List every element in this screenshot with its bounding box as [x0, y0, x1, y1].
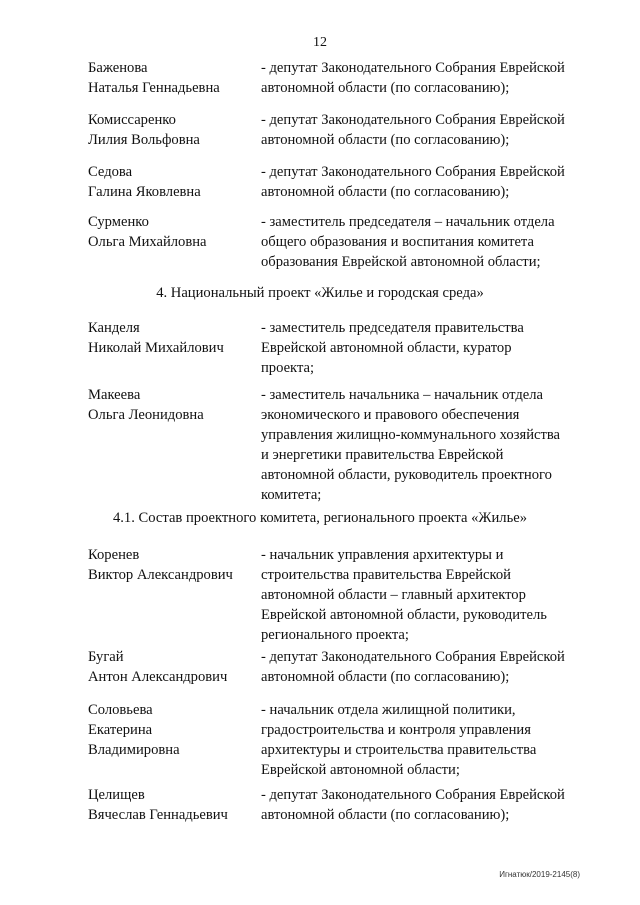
- member-role: - депутат Законодательного Собрания Еврейской автономной области (по согласованию);: [261, 60, 565, 96]
- member-name: Баженова Наталья Геннадьевна: [88, 60, 220, 96]
- member-name: Седова Галина Яковлевна: [88, 164, 201, 200]
- member-role: - депутат Законодательного Собрания Еврейской автономной области (по согласованию);: [261, 112, 565, 148]
- member-name: Комиссаренко Лилия Вольфовна: [88, 112, 200, 148]
- member-name: Сурменко Ольга Михайловна: [88, 214, 207, 250]
- member-name: Соловьева Екатерина Владимировна: [88, 702, 180, 758]
- member-name: Макеева Ольга Леонидовна: [88, 387, 204, 423]
- member-role: - начальник отдела жилищной политики, градостроительства и контроля управления архитектуры и строительства правительства Еврейской автономной области;: [261, 702, 537, 778]
- member-role: - депутат Законодательного Собрания Еврейской автономной области (по согласованию);: [261, 787, 565, 823]
- member-role: - депутат Законодательного Собрания Еврейской автономной области (по согласованию);: [261, 164, 565, 200]
- page-number: 12: [313, 35, 327, 50]
- member-role: - заместитель председателя – начальник отдела общего образования и воспитания комитета образования Еврейской автономной области;: [261, 214, 555, 270]
- subsection-heading: 4.1. Состав проектного комитета, регионального проекта «Жилье»: [112, 510, 528, 526]
- member-role: - начальник управления архитектуры и строительства правительства Еврейской автономной области – главный архитектор Еврейской автономной области, руководитель регионального проекта;: [261, 547, 547, 643]
- member-role: - заместитель председателя правительства Еврейской автономной области, куратор проекта;: [261, 320, 524, 376]
- member-role: - депутат Законодательного Собрания Еврейской автономной области (по согласованию);: [261, 649, 565, 685]
- member-name: Канделя Николай Михайлович: [88, 320, 224, 356]
- member-role: - заместитель начальника – начальник отдела экономического и правового обеспечения управления жилищно-коммунального хозяйства и энергетики правительства Еврейской автономной области, руководитель проектного комитета;: [261, 387, 561, 503]
- footer-document-code: Игнатюк/2019-2145(8): [499, 870, 580, 879]
- section-heading: 4. Национальный проект «Жилье и городская среда»: [156, 285, 484, 301]
- member-name: Целищев Вячеслав Геннадьевич: [88, 787, 228, 823]
- member-name: Коренев Виктор Александрович: [88, 547, 233, 583]
- member-name: Бугай Антон Александрович: [88, 649, 228, 685]
